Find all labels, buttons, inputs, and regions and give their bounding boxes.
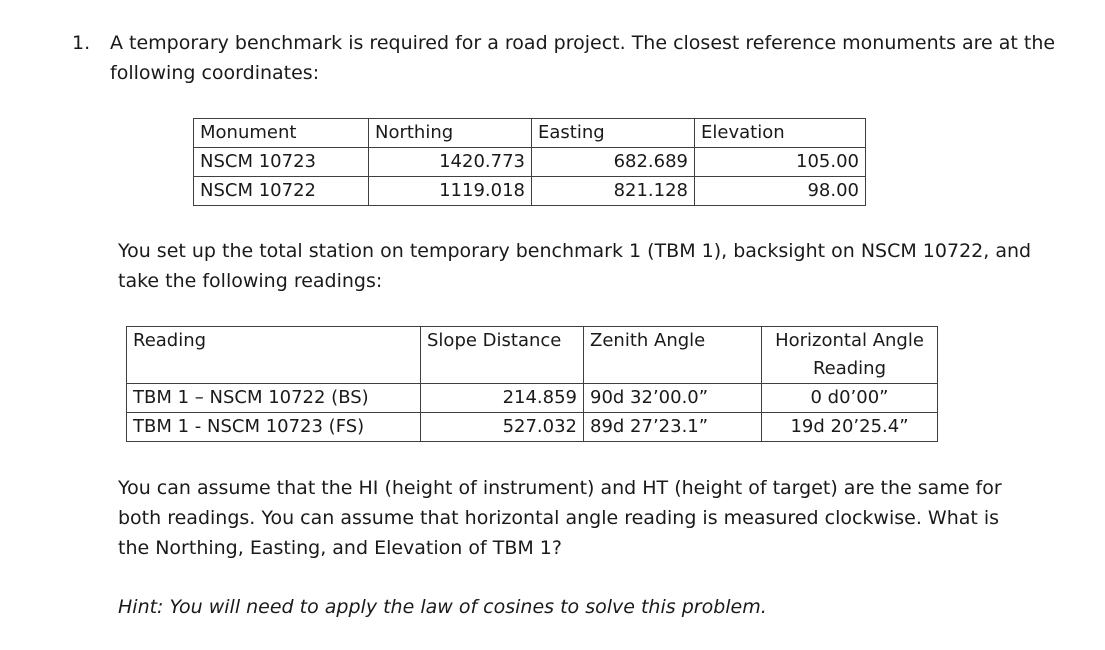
col-header-monument: Monument bbox=[194, 119, 369, 148]
monument-table bbox=[193, 118, 866, 206]
cell-monument: NSCM 10723 bbox=[194, 148, 369, 177]
col-header-northing: Northing bbox=[369, 119, 532, 148]
cell-elevation: 98.00 bbox=[695, 177, 866, 206]
col-header-slope-distance: Slope Distance bbox=[421, 327, 584, 384]
cell-slope-distance: 527.032 bbox=[421, 413, 584, 442]
col-header-horizontal-angle: Horizontal Angle Reading bbox=[762, 327, 938, 384]
table-header-row bbox=[127, 327, 938, 384]
cell-northing: 1420.773 bbox=[369, 148, 532, 177]
cell-easting: 821.128 bbox=[532, 177, 695, 206]
table-row bbox=[127, 413, 938, 442]
readings-table bbox=[126, 326, 938, 442]
cell-easting: 682.689 bbox=[532, 148, 695, 177]
col-header-easting: Easting bbox=[532, 119, 695, 148]
setup-paragraph: You set up the total station on temporary benchmark 1 (TBM 1), backsight on NSCM 10722, and take the following readings: bbox=[118, 240, 1032, 292]
problem-intro: A temporary benchmark is required for a road project. The closest reference monuments are at the following coordinates: bbox=[110, 32, 1056, 84]
table-row bbox=[127, 384, 938, 413]
table-row bbox=[194, 177, 866, 206]
cell-elevation: 105.00 bbox=[695, 148, 866, 177]
hint-text: Hint: You will need to apply the law of cosines to solve this problem. bbox=[118, 596, 767, 618]
cell-reading: TBM 1 – NSCM 10722 (BS) bbox=[127, 384, 421, 413]
table-header-row bbox=[194, 119, 866, 148]
cell-zenith-angle: 89d 27’23.1” bbox=[584, 413, 762, 442]
col-header-zenith-angle: Zenith Angle bbox=[584, 327, 762, 384]
cell-reading: TBM 1 - NSCM 10723 (FS) bbox=[127, 413, 421, 442]
col-header-reading: Reading bbox=[127, 327, 421, 384]
cell-horizontal-angle: 19d 20’25.4” bbox=[762, 413, 938, 442]
question-number: 1. bbox=[72, 32, 91, 54]
cell-slope-distance: 214.859 bbox=[421, 384, 584, 413]
cell-horizontal-angle: 0 d0’00” bbox=[762, 384, 938, 413]
cell-monument: NSCM 10722 bbox=[194, 177, 369, 206]
col-header-elevation: Elevation bbox=[695, 119, 866, 148]
table-row bbox=[194, 148, 866, 177]
assumptions-paragraph: You can assume that the HI (height of instrument) and HT (height of target) are the same for both readings. You can assume that horizontal angle reading is measured clockwise. What is the Northing, Easting, and Elevation of TBM 1? bbox=[118, 477, 1002, 559]
cell-zenith-angle: 90d 32’00.0” bbox=[584, 384, 762, 413]
cell-northing: 1119.018 bbox=[369, 177, 532, 206]
